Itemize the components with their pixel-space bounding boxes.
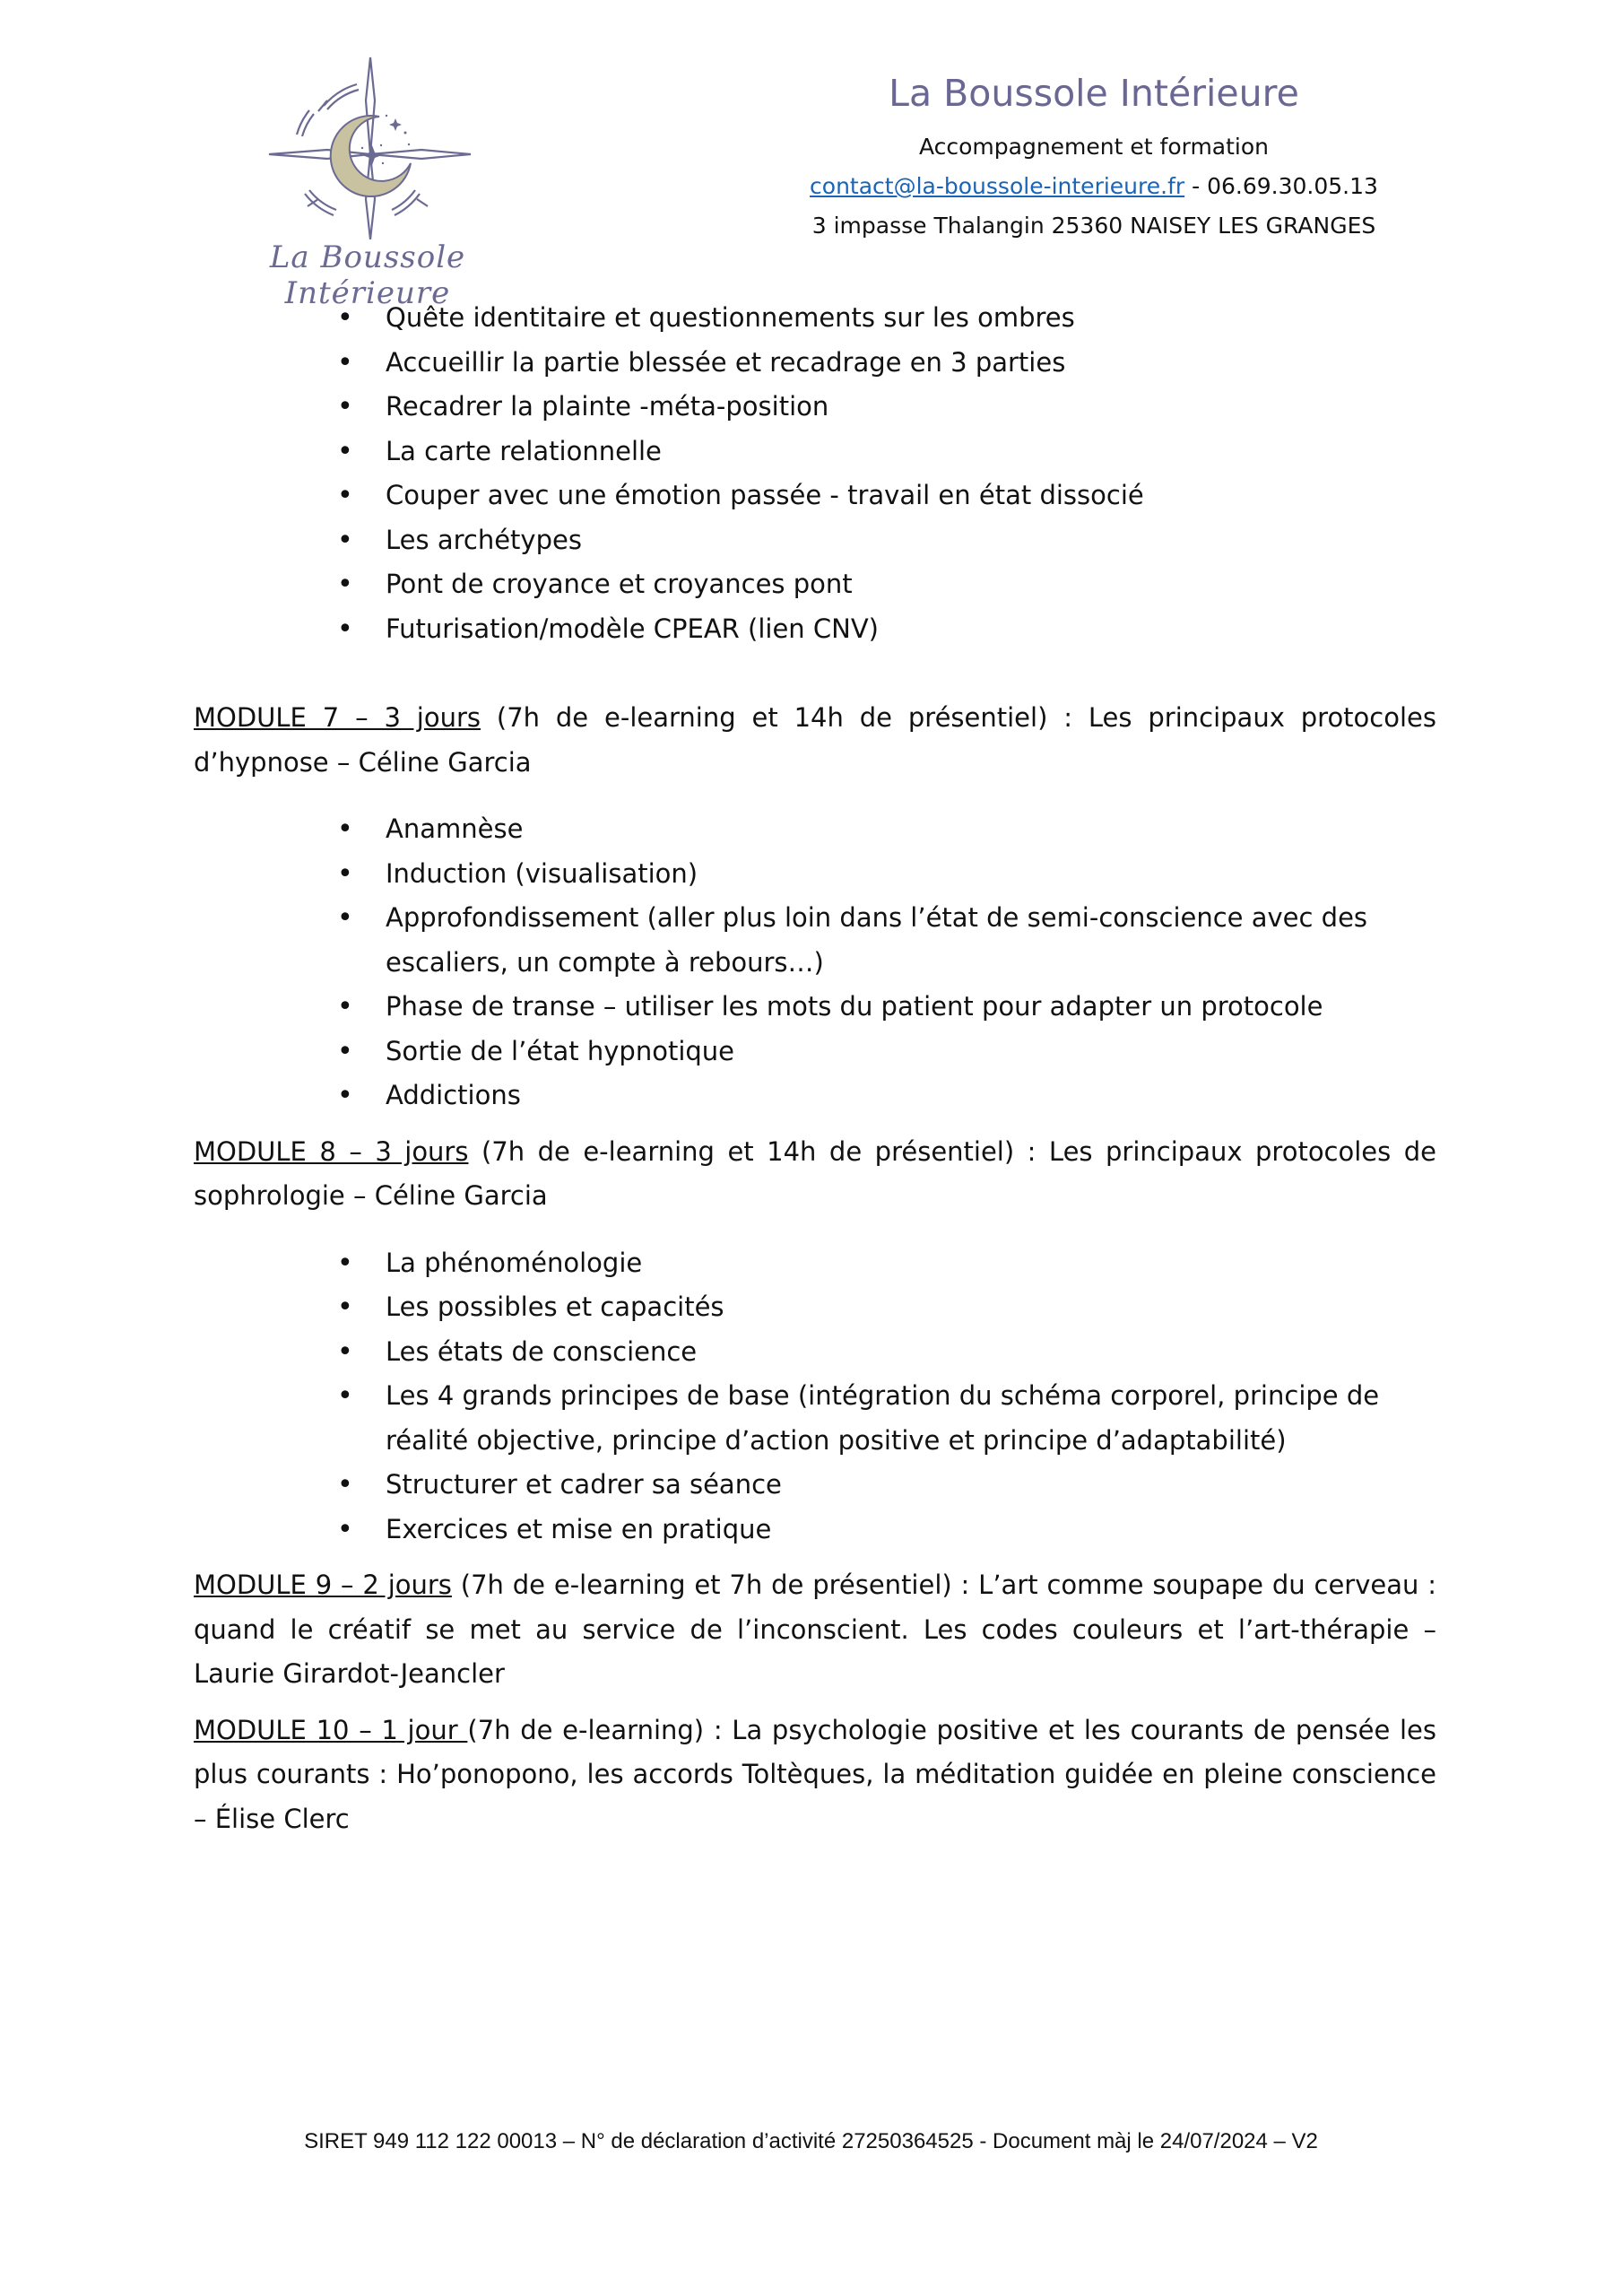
list-item: • Quête identitaire et questionnements sur les ombres xyxy=(194,296,1436,341)
document-body xyxy=(194,296,1436,1841)
list-item: • Induction (visualisation) xyxy=(194,852,1436,897)
letterhead xyxy=(771,65,1417,246)
contact-separator: - xyxy=(1184,173,1208,199)
list-item: • Les 4 grands principes de base (intégration du schéma corporel, principe de réalité objective, principe d’action positive et principe d’adaptabilité) xyxy=(194,1374,1436,1463)
list-item: • Addictions xyxy=(194,1074,1436,1118)
list-item: • Anamnèse xyxy=(194,807,1436,852)
list-item: • La carte relationnelle xyxy=(194,430,1436,474)
module-title: MODULE 7 – 3 jours xyxy=(194,702,481,733)
list-item: • Les archétypes xyxy=(194,518,1436,563)
address: 3 impasse Thalangin 25360 NAISEY LES GRANGES xyxy=(811,213,1376,239)
phone-number: 06.69.30.05.13 xyxy=(1207,173,1378,199)
list-item: • Accueillir la partie blessée et recadrage en 3 parties xyxy=(194,341,1436,386)
list-item: • Sortie de l’état hypnotique xyxy=(194,1030,1436,1074)
list-item: • Approfondissement (aller plus loin dans l’état de semi-conscience avec des escaliers, un compte à rebours…) xyxy=(194,896,1436,985)
module-title: MODULE 9 – 2 jours xyxy=(194,1570,452,1600)
list-item: • Phase de transe – utiliser les mots du patient pour adapter un protocole xyxy=(194,985,1436,1030)
module-9-paragraph xyxy=(194,1563,1436,1697)
email-link[interactable]: contact@la-boussole-interieure.fr xyxy=(810,173,1185,199)
module-description: (7h de e-learning et 14h de présentiel) : Les principaux protocoles d’hypnose – Céline Garcia xyxy=(194,702,1436,778)
module-description: (7h de e-learning et 7h de présentiel) : L’art comme soupape du cerveau : quand le créatif se met au service de l’inconscient. Les codes couleurs et l’art-thérapie – Laurie Girardot-Jeancler xyxy=(194,1570,1437,1689)
continued-bullet-list xyxy=(194,296,1436,651)
module-description: (7h de e-learning) : La psychologie positive et les courants de pensée les plus courants : Ho’ponopono, les accords Toltèques, la méditation guidée en pleine conscience – Élise Clerc xyxy=(194,1714,1436,1834)
module-7-heading xyxy=(194,696,1436,785)
logo xyxy=(193,56,533,311)
module-8-heading xyxy=(194,1130,1436,1219)
brand-title: La Boussole Intérieure xyxy=(889,72,1299,115)
module-10-paragraph xyxy=(194,1709,1436,1842)
logo-script-text: La Boussole Intérieure xyxy=(269,239,466,311)
list-item: • Structurer et cadrer sa séance xyxy=(194,1463,1436,1508)
module-title: MODULE 8 – 3 jours xyxy=(194,1135,469,1167)
module-description: (7h de e-learning et 14h de présentiel) : Les principaux protocoles de sophrologie – Céline Garcia xyxy=(194,1135,1436,1211)
list-item: • Pont de croyance et croyances pont xyxy=(194,562,1436,607)
list-item: • Futurisation/modèle CPEAR (lien CNV) xyxy=(194,607,1436,652)
module-8-list xyxy=(194,1241,1436,1552)
contact-line xyxy=(771,167,1417,206)
page-footer: SIRET 949 112 122 00013 – N° de déclaration d’activité 27250364525 - Document màj le 24/07/2024 – V2 xyxy=(304,2129,1318,2153)
list-item: • Exercices et mise en pratique xyxy=(194,1508,1436,1552)
list-item: • Couper avec une émotion passée - travail en état dissocié xyxy=(194,474,1436,518)
list-item: • Les états de conscience xyxy=(194,1330,1436,1375)
module-title: MODULE 10 – 1 jour xyxy=(194,1714,468,1745)
list-item: • Les possibles et capacités xyxy=(194,1285,1436,1330)
brand-subtitle: Accompagnement et formation xyxy=(918,134,1270,160)
list-item: • La phénoménologie xyxy=(194,1241,1436,1286)
module-7-list xyxy=(194,807,1436,1118)
compass-moon-star-icon xyxy=(193,56,533,239)
list-item: • Recadrer la plainte -méta-position xyxy=(194,385,1436,430)
